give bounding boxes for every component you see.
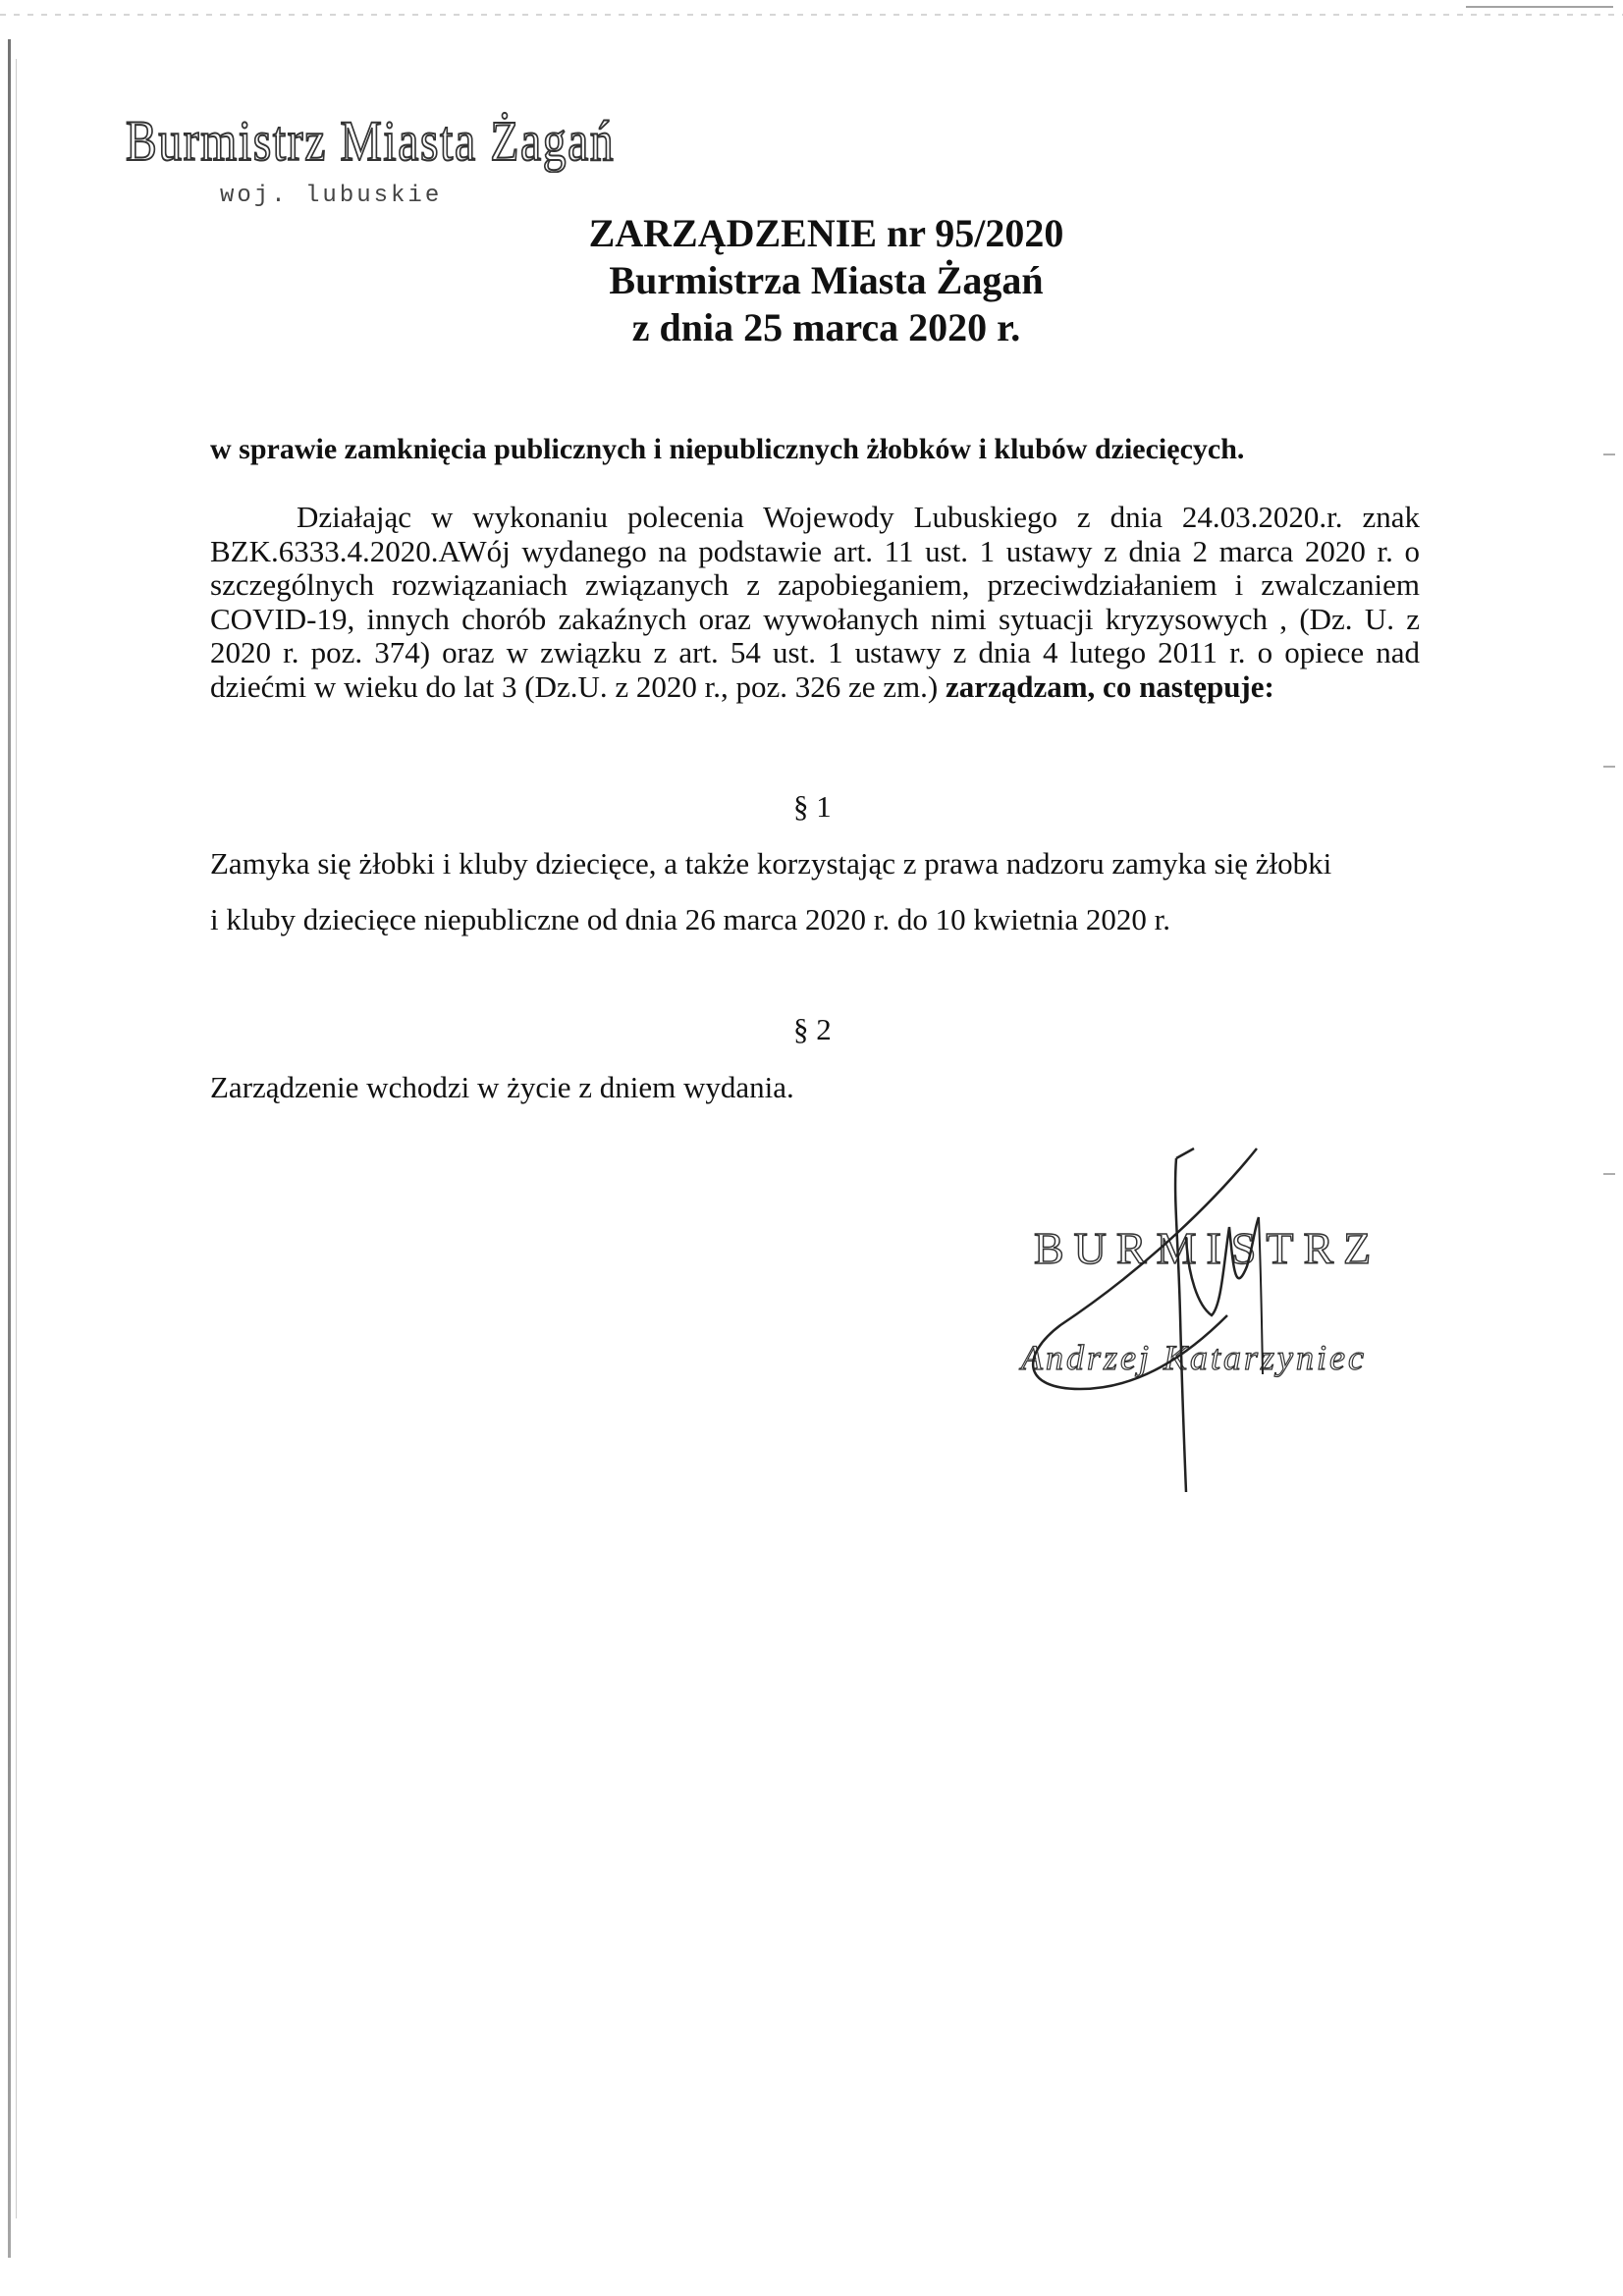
document-subject: w sprawie zamknięcia publicznych i niepublicznych żłobków i klubów dziecięcych. [210,433,1245,465]
section-1-line-2: i kluby dziecięce niepubliczne od dnia 26 marca 2020 r. do 10 kwietnia 2020 r. [210,902,1170,936]
intro-closing: zarządzam, co następuje: [945,668,1274,704]
section-1-mark: § 1 [793,789,832,824]
scan-top-edge [0,14,1623,16]
stamp-region: woj. lubuskie [220,183,443,209]
intro-text: Działając w wykonaniu polecenia Wojewody Lubuskiego z dnia 24.03.2020.r. znak BZK.6333.4.2020.AWój wydanego na podstawie art. 11 ust. 1 ustawy z dnia 2 marca 2020 r. o szczególnych rozwiązaniach związanych z zapobieganiem, przeciwdziałaniem i zwalczaniem COVID-19, innych chorób zakaźnych oraz wywołanych nimi sytuacji kryzysowych , (Dz. U. z 2020 r. poz. 374) oraz w związku z art. 54 ust. 1 ustawy z dnia 4 lutego 2011 r. o opiece nad dziećmi w wieku do lat 3 (Dz.U. z 2020 r., poz. 326 ze zm.) [210,500,1420,704]
scan-tick-mark [1603,766,1615,768]
scan-edge-left [8,39,11,2258]
signature-title: BURMISTRZ [1034,1223,1381,1273]
stamp-office: Burmistrz Miasta Żagań [126,109,616,173]
document-header [0,210,1623,351]
section-2-line-1: Zarządzenie wchodzi w życie z dniem wydania. [210,1070,794,1104]
scan-edge-line [16,59,17,2218]
signature-name: Andrzej Katarzyniec [1021,1338,1367,1377]
scan-tick-mark [1603,1173,1615,1175]
scan-tick-mark [1603,454,1615,455]
handwritten-signature [1001,1119,1375,1531]
section-1-line-1: Zamyka się żłobki i kluby dziecięce, a także korzystając z prawa nadzoru zamyka się żłobki [210,846,1332,881]
document-title: ZARZĄDZENIE nr 95/2020 [588,211,1064,255]
document-date: z dnia 25 marca 2020 r. [631,305,1021,349]
intro-paragraph [210,501,1420,704]
scan-top-right-mark [1466,6,1613,8]
document-issuer: Burmistrza Miasta Żagań [609,258,1044,302]
section-2-mark: § 2 [793,1012,832,1046]
